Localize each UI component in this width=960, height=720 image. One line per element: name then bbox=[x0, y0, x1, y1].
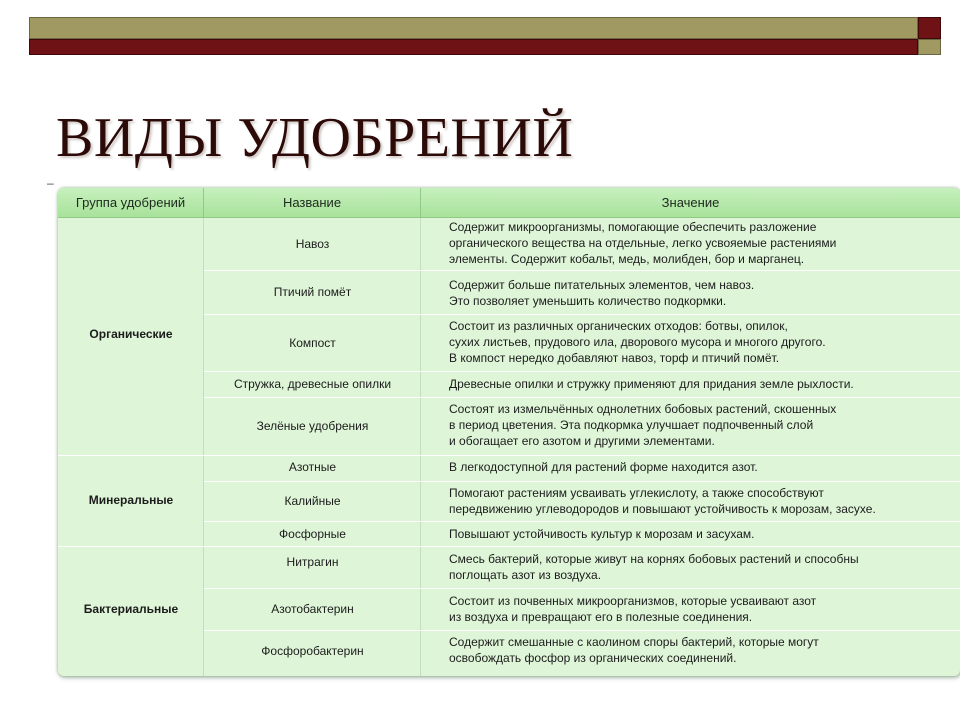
group-organic: Органические bbox=[89, 327, 173, 341]
row-name: Фосфоробактерин bbox=[261, 644, 364, 658]
top-square-maroon bbox=[918, 17, 941, 39]
row-value: Состоит из различных органических отходов: ботвы, опилок, сухих листьев, прудового ила, дворового мусора и многого другого. В компост нередко добавляют навоз, торф и птичий помёт. bbox=[449, 319, 826, 365]
row-value: Содержит больше питательных элементов, чем навоз. Это позволяет уменьшить количество подкормки. bbox=[449, 278, 755, 308]
bullet-dash: – bbox=[47, 176, 54, 190]
header-name: Название bbox=[204, 188, 421, 218]
slide-title: ВИДЫ УДОБРЕНИЙ bbox=[56, 107, 574, 169]
row-value: Состоит из почвенных микроорганизмов, которые усваивают азот из воздуха и превращают его в полезные соединения. bbox=[449, 594, 817, 624]
group-divider bbox=[58, 455, 960, 456]
row-value: Смесь бактерий, которые живут на корнях бобовых растений и способны поглощать азот из воздуха. bbox=[449, 552, 859, 582]
row-value: В легкодоступной для растений форме находится азот. bbox=[449, 460, 758, 474]
top-bar-maroon bbox=[29, 39, 918, 55]
row-value: Состоят из измельчённых однолетних бобовых растений, скошенных в период цветения. Эта подкормка улучшает подпочвенный слой и обогащает его азотом и другими элементами. bbox=[449, 402, 837, 448]
row-name: Азотные bbox=[288, 460, 337, 474]
row-name: Зелёные удобрения bbox=[256, 419, 369, 433]
row-name: Птичий помёт bbox=[273, 285, 352, 299]
header-group: Группа удобрений bbox=[58, 188, 204, 218]
top-square-olive bbox=[918, 39, 941, 55]
row-name: Калийные bbox=[284, 494, 341, 508]
row-name: Навоз bbox=[295, 237, 330, 251]
row-value: Содержит микроорганизмы, помогающие обеспечить разложение органического вещества на отдельные, легко усвояемые растениями элементы. Содержит кобальт, медь, молибден, бор и марганец. bbox=[449, 220, 837, 266]
row-name: Компост bbox=[289, 335, 336, 350]
top-bar-olive bbox=[29, 17, 918, 39]
header-value: Значение bbox=[421, 188, 960, 218]
group-divider bbox=[58, 546, 960, 547]
row-value: Древесные опилки и стружку применяют для придания земле рыхлости. bbox=[449, 377, 854, 391]
row-name: Стружка, древесные опилки bbox=[233, 377, 392, 391]
row-value: Помогают растениям усваивать углекислоту, а также способствуют передвижению углеводородов и повышают устойчивость к морозам, засухе. bbox=[449, 486, 876, 516]
group-bacterial: Бактериальные bbox=[83, 602, 179, 616]
row-value: Повышают устойчивость культур к морозам и засухам. bbox=[449, 527, 755, 541]
fertilizer-table bbox=[58, 188, 960, 676]
row-name: Фосфорные bbox=[279, 526, 346, 541]
row-name: Азотобактерин bbox=[271, 602, 354, 616]
row-name: Нитрагин bbox=[286, 555, 339, 569]
group-mineral: Минеральные bbox=[88, 493, 174, 507]
row-value: Содержит смешанные с каолином споры бактерий, которые могут освобождать фосфор из органических соединений. bbox=[449, 635, 819, 665]
